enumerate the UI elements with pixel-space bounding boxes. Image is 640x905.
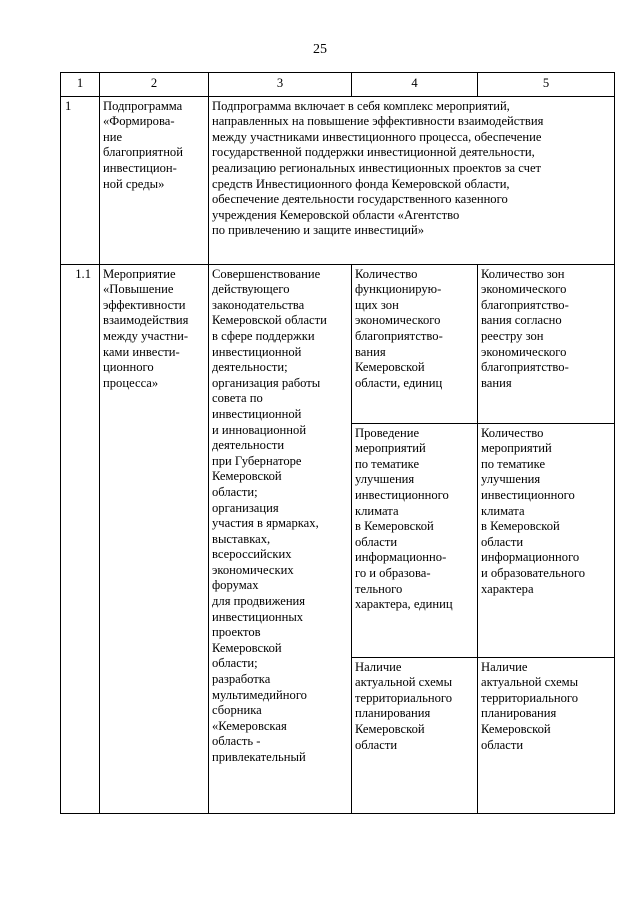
table-header-row [61, 73, 615, 97]
column-header: 1 [61, 73, 100, 97]
table-row [61, 96, 615, 264]
measure-name: Мероприятие «Повышение эффективности взаимодействия между участни- ками инвести- ционного процесса» [100, 264, 209, 813]
column-header: 5 [478, 73, 615, 97]
indicator-method: Количество мероприятий по тематике улучшения инвестиционного климата в Кемеровской области информационного и образовательного характера [478, 423, 615, 657]
table-row [61, 264, 615, 423]
indicator-method: Количество зон экономического благоприятство- вания согласно реестру зон экономического благоприятство- вания [478, 264, 615, 423]
row-number: 1 [61, 96, 100, 264]
column-header: 2 [100, 73, 209, 97]
indicator-name: Количество функционирую- щих зон экономического благоприятство- вания Кемеровской области, единиц [352, 264, 478, 423]
measure-content: Совершенствование действующего законодательства Кемеровской области в сфере поддержки инвестиционной деятельности; организация работы совета по инвестиционной и инновационной деятельности при Губернаторе Кемеровской области; организация участия в ярмарках, выставках, всероссийских экономических форумах для продвижения инвестиционных проектов Кемеровской области; разработка мультимедийного сборника «Кемеровская область - привлекательный [209, 264, 352, 813]
indicator-name: Проведение мероприятий по тематике улучшения инвестиционного климата в Кемеровской области информационно- го и образова- тельного характера, единиц [352, 423, 478, 657]
column-header: 3 [209, 73, 352, 97]
column-header: 4 [352, 73, 478, 97]
subprogram-description: Подпрограмма включает в себя комплекс мероприятий, направленных на повышение эффективности взаимодействия между участниками инвестиционного процесса, обеспечение государственной поддержки инвестиционной деятельности, реализацию региональных инвестиционных проектов за счет средств Инвестиционного фонда Кемеровской области, обеспечение деятельности государственного казенного учреждения Кемеровской области «Агентство по привлечению и защите инвестиций» [209, 96, 615, 264]
page-number: 25 [313, 42, 327, 57]
program-table [60, 72, 615, 814]
subprogram-name: Подпрограмма «Формирова- ние благоприятной инвестицион- ной среды» [100, 96, 209, 264]
row-number: 1.1 [61, 264, 100, 813]
indicator-name: Наличие актуальной схемы территориального планирования Кемеровской области [352, 657, 478, 813]
indicator-method: Наличие актуальной схемы территориального планирования Кемеровской области [478, 657, 615, 813]
